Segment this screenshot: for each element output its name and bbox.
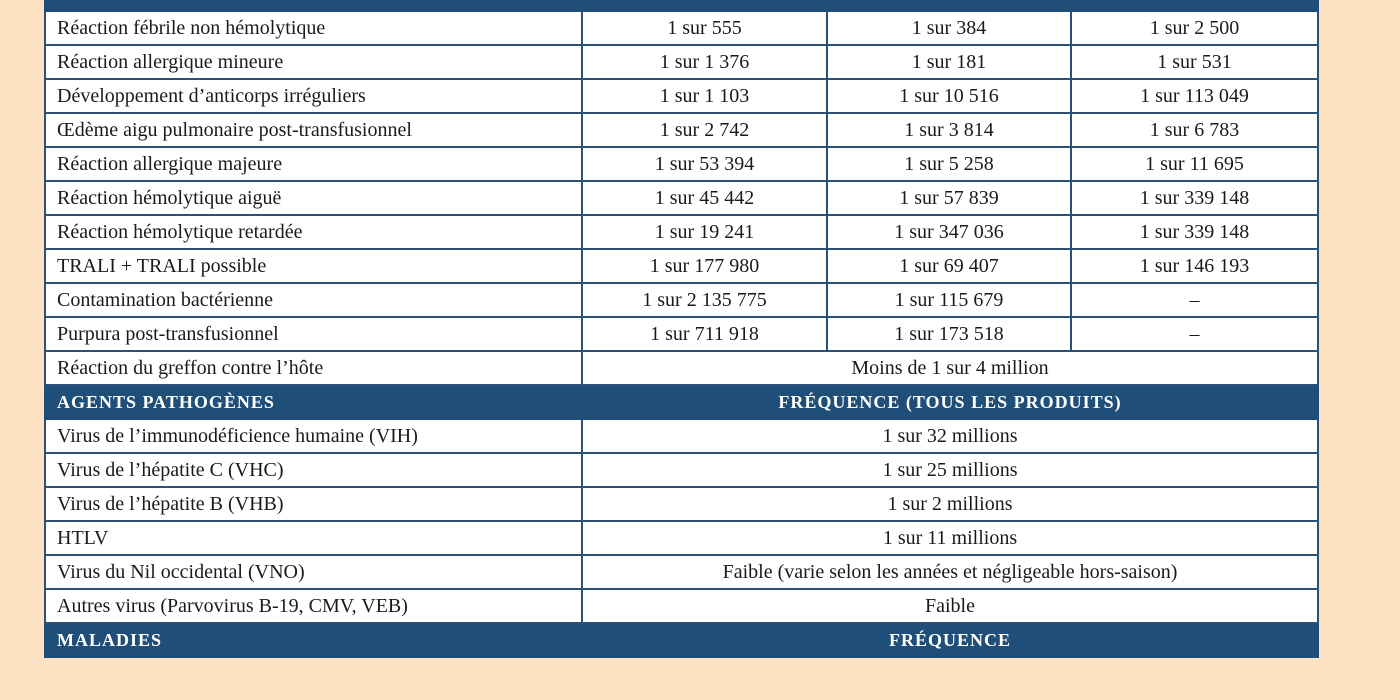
table-row bbox=[45, 215, 1318, 249]
frequency-cell: 1 sur 2 500 bbox=[1071, 11, 1318, 45]
frequency-cell: Faible bbox=[582, 589, 1318, 623]
frequency-cell: 1 sur 6 783 bbox=[1071, 113, 1318, 147]
frequency-cell: 1 sur 3 814 bbox=[827, 113, 1071, 147]
pathogen-label: Virus du Nil occidental (VNO) bbox=[45, 555, 582, 589]
frequency-cell: 1 sur 1 103 bbox=[582, 79, 827, 113]
table-row bbox=[45, 317, 1318, 351]
frequency-cell: – bbox=[1071, 317, 1318, 351]
reaction-label: Réaction hémolytique aiguë bbox=[45, 181, 582, 215]
table-row bbox=[45, 11, 1318, 45]
reaction-label: Purpura post-transfusionnel bbox=[45, 317, 582, 351]
reaction-label: Développement d’anticorps irréguliers bbox=[45, 79, 582, 113]
pathogens-header: AGENTS PATHOGÈNES bbox=[45, 385, 582, 419]
diseases-header: MALADIES bbox=[45, 623, 582, 657]
table-row bbox=[45, 181, 1318, 215]
frequency-cell: 1 sur 5 258 bbox=[827, 147, 1071, 181]
table-row bbox=[45, 419, 1318, 453]
frequency-cell: 1 sur 177 980 bbox=[582, 249, 827, 283]
table-row bbox=[45, 555, 1318, 589]
pathogen-label: Virus de l’immunodéficience humaine (VIH) bbox=[45, 419, 582, 453]
frequency-cell: 1 sur 347 036 bbox=[827, 215, 1071, 249]
diseases-header-row bbox=[45, 623, 1318, 657]
frequency-cell: 1 sur 173 518 bbox=[827, 317, 1071, 351]
table-row bbox=[45, 283, 1318, 317]
frequency-cell: 1 sur 45 442 bbox=[582, 181, 827, 215]
frequency-cell: 1 sur 531 bbox=[1071, 45, 1318, 79]
table-row bbox=[45, 147, 1318, 181]
table-row bbox=[45, 589, 1318, 623]
transfusion-risk-table bbox=[44, 0, 1319, 658]
frequency-cell: 1 sur 32 millions bbox=[582, 419, 1318, 453]
reaction-label: Contamination bactérienne bbox=[45, 283, 582, 317]
table-header-strip bbox=[45, 0, 1318, 11]
frequency-cell: 1 sur 11 695 bbox=[1071, 147, 1318, 181]
frequency-header: FRÉQUENCE bbox=[582, 623, 1318, 657]
pathogen-label: Autres virus (Parvovirus B-19, CMV, VEB) bbox=[45, 589, 582, 623]
frequency-cell: – bbox=[1071, 283, 1318, 317]
risk-table-page bbox=[44, 0, 1317, 658]
frequency-cell: 1 sur 555 bbox=[582, 11, 827, 45]
frequency-cell: 1 sur 339 148 bbox=[1071, 181, 1318, 215]
table-row bbox=[45, 453, 1318, 487]
pathogen-label: Virus de l’hépatite C (VHC) bbox=[45, 453, 582, 487]
frequency-cell: 1 sur 2 135 775 bbox=[582, 283, 827, 317]
table-row bbox=[45, 487, 1318, 521]
frequency-cell: 1 sur 146 193 bbox=[1071, 249, 1318, 283]
frequency-cell: 1 sur 2 742 bbox=[582, 113, 827, 147]
frequency-cell: 1 sur 339 148 bbox=[1071, 215, 1318, 249]
reaction-label: Réaction fébrile non hémolytique bbox=[45, 11, 582, 45]
pathogen-label: Virus de l’hépatite B (VHB) bbox=[45, 487, 582, 521]
frequency-cell: 1 sur 11 millions bbox=[582, 521, 1318, 555]
frequency-cell: 1 sur 384 bbox=[827, 11, 1071, 45]
reaction-label: Réaction allergique mineure bbox=[45, 45, 582, 79]
pathogens-header-row bbox=[45, 385, 1318, 419]
table-row bbox=[45, 113, 1318, 147]
reaction-label: TRALI + TRALI possible bbox=[45, 249, 582, 283]
table-row bbox=[45, 521, 1318, 555]
table-row bbox=[45, 45, 1318, 79]
frequency-cell: 1 sur 2 millions bbox=[582, 487, 1318, 521]
reaction-label: Réaction allergique majeure bbox=[45, 147, 582, 181]
frequency-cell: 1 sur 115 679 bbox=[827, 283, 1071, 317]
frequency-cell: 1 sur 69 407 bbox=[827, 249, 1071, 283]
table-row bbox=[45, 249, 1318, 283]
frequency-header: FRÉQUENCE (TOUS LES PRODUITS) bbox=[582, 385, 1318, 419]
reaction-label: Réaction hémolytique retardée bbox=[45, 215, 582, 249]
reaction-label: Œdème aigu pulmonaire post-transfusionnel bbox=[45, 113, 582, 147]
table-row bbox=[45, 351, 1318, 385]
reaction-label: Réaction du greffon contre l’hôte bbox=[45, 351, 582, 385]
frequency-cell: 1 sur 57 839 bbox=[827, 181, 1071, 215]
frequency-cell: 1 sur 19 241 bbox=[582, 215, 827, 249]
frequency-cell: 1 sur 181 bbox=[827, 45, 1071, 79]
frequency-cell: 1 sur 1 376 bbox=[582, 45, 827, 79]
frequency-cell: 1 sur 113 049 bbox=[1071, 79, 1318, 113]
frequency-cell: 1 sur 53 394 bbox=[582, 147, 827, 181]
pathogen-label: HTLV bbox=[45, 521, 582, 555]
frequency-cell: 1 sur 25 millions bbox=[582, 453, 1318, 487]
frequency-cell: 1 sur 10 516 bbox=[827, 79, 1071, 113]
frequency-cell: Moins de 1 sur 4 million bbox=[582, 351, 1318, 385]
frequency-cell: 1 sur 711 918 bbox=[582, 317, 827, 351]
table-row bbox=[45, 79, 1318, 113]
frequency-cell: Faible (varie selon les années et négligeable hors-saison) bbox=[582, 555, 1318, 589]
